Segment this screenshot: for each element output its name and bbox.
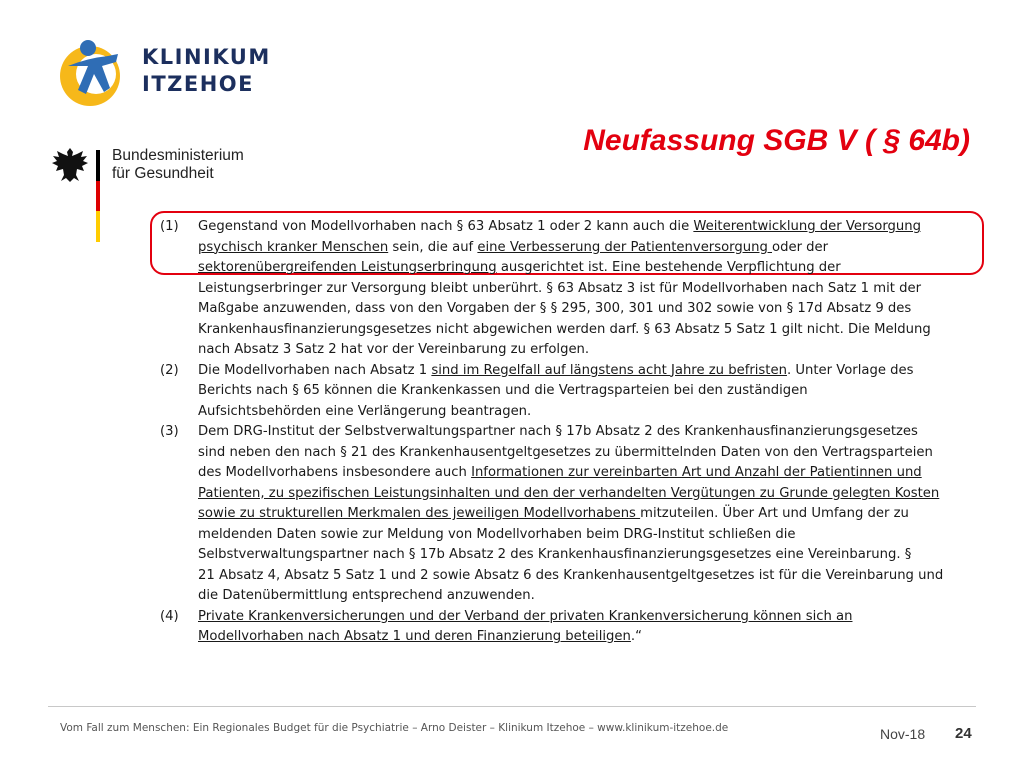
federal-eagle-icon [50, 145, 90, 185]
text-segment: mitzuteilen. Über Art und Umfang der zu [640, 506, 909, 521]
text-segment: Krankenhausfinanzierungsgesetzes nicht abgewichen werden darf. § 63 Absatz 5 Satz 1 gilt nicht. Die Meldung [198, 321, 931, 337]
text-segment: des Modellvorhabens insbesondere auch [198, 465, 472, 480]
text-segment: Leistungserbringer zur Versorgung bleibt unberührt. § 63 Absatz 3 ist für Modellvorhaben nach Satz 1 mit der [198, 280, 922, 296]
text-line [160, 463, 980, 484]
text-line [160, 607, 980, 628]
text-segment: sind neben den nach § 21 des Krankenhausentgeltgesetzes zu übermittelnden Daten von den Vertragsparteien [198, 444, 933, 460]
text-line [160, 217, 980, 238]
slide-title: Neufassung SGB V ( § 64b) [583, 124, 970, 157]
text-line [160, 443, 980, 464]
text-segment: Gegenstand von Modellvorhaben nach § 63 Absatz 1 oder 2 kann auch die [198, 219, 694, 234]
underlined-text: eine Verbesserung der Patientenversorgung [477, 239, 773, 255]
text-line [160, 586, 980, 607]
text-segment: . Unter Vorlage des [786, 362, 914, 378]
klinikum-person-icon [58, 36, 130, 112]
text-line [160, 320, 980, 341]
paragraph-3 [160, 422, 980, 607]
paragraph-number: (4) [160, 608, 179, 624]
slide-date: Nov-18 [880, 726, 926, 742]
text-line [160, 627, 980, 648]
ministry-line2: für Gesundheit [112, 165, 214, 182]
underlined-text: Informationen zur vereinbarten Art und Anzahl der Patientinnen und [471, 465, 922, 480]
text-segment: Selbstverwaltungspartner nach § 17b Absatz 2 des Krankenhausfinanzierungsgesetzes eine Vereinbarung. § [198, 547, 912, 562]
text-segment: sein, die auf [388, 239, 478, 255]
text-line [160, 422, 980, 443]
text-line [160, 361, 980, 382]
text-line [160, 402, 980, 423]
paragraph-1 [160, 217, 980, 361]
ministry-name [112, 147, 244, 183]
text-segment: Die Modellvorhaben nach Absatz 1 [198, 362, 432, 378]
text-line [160, 504, 980, 525]
text-segment: 21 Absatz 4, Absatz 5 Satz 1 und 2 sowie Absatz 6 des Krankenhausentgeltgesetzes ist für die Vereinbarung und [198, 567, 944, 583]
text-segment: meldenden Daten sowie zur Meldung von Modellvorhaben beim DRG-Institut schließen die [198, 526, 796, 542]
paragraph-4 [160, 607, 980, 648]
text-line [160, 381, 980, 402]
underlined-text: sowie zu strukturellen Merkmalen des jeweiligen Modellvorhabens [198, 506, 641, 521]
text-segment: nach Absatz 3 Satz 2 hat vor der Vereinbarung zu erfolgen. [198, 342, 590, 357]
footer-text: Vom Fall zum Menschen: Ein Regionales Budget für die Psychiatrie – Arno Deister – Klinikum Itzehoe – www.klinikum-itzehoe.de [60, 722, 729, 734]
underlined-text: Private Krankenversicherungen und der Verband der privaten Krankenversicherung können sich an [198, 608, 853, 624]
text-segment: ausgerichtet ist. Eine bestehende Verpflichtung der [496, 260, 841, 275]
german-flag-bar [96, 150, 100, 242]
text-line [160, 279, 980, 300]
text-segment: .“ [630, 629, 642, 644]
klinikum-logo [58, 36, 318, 116]
text-line [160, 238, 980, 259]
ministry-line1: Bundesministerium [112, 147, 244, 164]
text-line [160, 340, 980, 361]
paragraph-2 [160, 361, 980, 423]
underlined-text: Patienten, zu spezifischen Leistungsinhalten und den der verhandelten Vergütungen zu Grunde gelegten Kosten [198, 485, 940, 501]
text-line [160, 258, 980, 279]
law-text [160, 217, 980, 648]
text-line [160, 484, 980, 505]
footer-divider [48, 706, 976, 707]
underlined-text: Modellvorhaben nach Absatz 1 und deren Finanzierung beteiligen [198, 629, 631, 644]
text-segment: oder der [772, 239, 829, 255]
text-segment: Aufsichtsbehörden eine Verlängerung beantragen. [198, 403, 532, 419]
text-line [160, 566, 980, 587]
page-number: 24 [955, 725, 972, 742]
text-line [160, 525, 980, 546]
paragraph-number: (2) [160, 362, 179, 378]
paragraph-number: (3) [160, 424, 179, 439]
text-line [160, 299, 980, 320]
underlined-text: Weiterentwicklung der Versorgung [693, 219, 921, 234]
underlined-text: sind im Regelfall auf längstens acht Jahre zu befristen [431, 362, 787, 378]
underlined-text: psychisch kranker Menschen [198, 239, 389, 255]
text-segment: Dem DRG-Institut der Selbstverwaltungspartner nach § 17b Absatz 2 des Krankenhausfinanzierungsgesetzes [198, 424, 918, 439]
logo-wordmark-line2: ITZEHOE [142, 72, 254, 96]
text-line [160, 545, 980, 566]
underlined-text: sektorenübergreifenden Leistungserbringung [198, 260, 497, 275]
text-segment: die Datenübermittlung entsprechend anzuwenden. [198, 588, 535, 603]
logo-wordmark-line1: KLINIKUM [142, 45, 271, 69]
paragraph-number: (1) [160, 219, 179, 234]
text-segment: Berichts nach § 65 können die Krankenkassen und die Vertragsparteien bei den zuständigen [198, 383, 808, 398]
text-segment: Maßgabe anzuwenden, dass von den Vorgaben der § § 295, 300, 301 und 302 sowie von § 17d Absatz 9 des [198, 301, 912, 316]
